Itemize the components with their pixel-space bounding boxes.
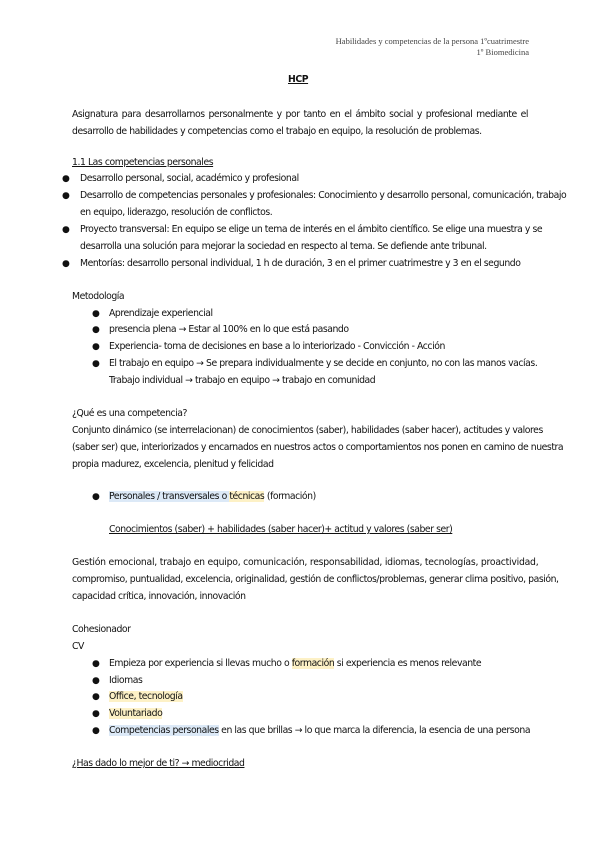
header-line-2: 1º Biomedicina: [476, 47, 529, 57]
bullet-icon: ●: [92, 492, 100, 502]
list-item-text: en las que brillas → lo que marca la diferencia, la esencia de una persona: [218, 725, 531, 736]
list-item-continuation: desarrolla una solución para mejorar la sociedad en respecto al tema. Se defiende ante tribunal.: [80, 241, 487, 252]
section-heading-competencia: ¿Qué es una competencia?: [72, 408, 188, 419]
bullet-icon: ●: [62, 191, 70, 201]
intro-paragraph: Asignatura para desarrollarnos personalmente y por tanto en el ámbito social y profesional mediante el desarrollo de habilidades y competencias como el trabajo en equipo, la resolución de problemas.: [72, 109, 528, 137]
section-heading-metodologia: Metodología: [72, 291, 125, 302]
list-item: Desarrollo de competencias personales y profesionales: Conocimiento y desarrollo personal, comunicación, trabajo: [80, 190, 567, 201]
bullet-icon: ●: [62, 259, 70, 269]
page-header: [336, 36, 529, 58]
section-heading-cohesionador: Cohesionador: [72, 624, 131, 635]
bullet-icon: ●: [92, 342, 100, 352]
bullet-icon: ●: [92, 709, 100, 719]
list-item: [109, 689, 183, 705]
highlighted-text: formación: [291, 658, 335, 669]
list-item: El trabajo en equipo → Se prepara individualmente y se decide en conjunto, no con las manos vacías.: [109, 358, 538, 369]
list-item-text: Empieza por experiencia si llevas mucho o: [109, 658, 292, 669]
list-item-personales: [109, 489, 316, 505]
highlighted-text: Personales / transversales o: [109, 491, 230, 502]
paragraph-line: compromiso, puntualidad, excelencia, originalidad, gestión de conflictos/problemas, generar clima positivo, pasión,: [72, 574, 559, 585]
list-item: Proyecto transversal: En equipo se elige un tema de interés en el ámbito científico. Se elige una muestra y se: [80, 224, 543, 235]
list-item-text: si experiencia es menos relevante: [334, 658, 482, 669]
header-line-1: Habilidades y competencias de la persona 1ºcuatrimestre: [335, 36, 529, 46]
bullet-icon: ●: [92, 692, 100, 702]
highlighted-text: técnicas: [229, 491, 265, 502]
section-heading-competencias: 1.1 Las competencias personales: [72, 157, 214, 168]
list-item-text: (formación): [264, 491, 316, 502]
paragraph-line: Conjunto dinámico (se interrelacionan) de conocimientos (saber), habilidades (saber hacer), actitudes y valores: [72, 425, 543, 436]
highlighted-text: Voluntariado: [109, 708, 163, 719]
list-item: Mentorías: desarrollo personal individual, 1 h de duración, 3 en el primer cuatrimestre y 3 en el segundo: [80, 258, 521, 269]
bullet-icon: ●: [92, 726, 100, 736]
list-item: Idiomas: [109, 675, 143, 686]
bullet-icon: ●: [92, 676, 100, 686]
bullet-icon: ●: [92, 359, 100, 369]
highlighted-text: Office, tecnología: [109, 691, 183, 702]
bullet-icon: ●: [62, 174, 70, 184]
list-item: [109, 706, 162, 722]
list-item: Experiencia- toma de decisiones en base a lo interiorizado - Convicción - Acción: [109, 341, 445, 352]
bullet-icon: ●: [92, 309, 100, 319]
highlighted-text: Competencias personales: [109, 725, 219, 736]
bullet-icon: ●: [92, 325, 100, 335]
list-item: [109, 723, 530, 739]
competencia-formula: Conocimientos (saber) + habilidades (saber hacer)+ actitud y valores (saber ser): [109, 524, 453, 535]
document-title: HCP: [288, 74, 309, 85]
bullet-icon: ●: [62, 225, 70, 235]
paragraph-line: Gestión emocional, trabajo en equipo, comunicación, responsabilidad, idiomas, tecnologías, proactividad,: [72, 557, 539, 568]
list-item-continuation: Trabajo individual → trabajo en equipo → trabajo en comunidad: [109, 375, 376, 386]
paragraph-line: (saber ser) que, interiorizados y encarnados en nuestros actos o comportamientos nos ponen en camino de nuestra: [72, 442, 564, 453]
list-item: Desarrollo personal, social, académico y profesional: [80, 173, 299, 184]
bullet-icon: ●: [92, 659, 100, 669]
section-subheading-cv: CV: [72, 641, 84, 652]
list-item: Aprendizaje experiencial: [109, 308, 213, 319]
paragraph-line: capacidad crítica, innovación, innovación: [72, 591, 246, 602]
paragraph-line: propia madurez, excelencia, plenitud y felicidad: [72, 459, 274, 470]
closing-question: ¿Has dado lo mejor de ti? → mediocridad: [72, 758, 245, 769]
list-item: presencia plena → Estar al 100% en lo que está pasando: [109, 324, 349, 335]
list-item-continuation: en equipo, liderazgo, resolución de conflictos.: [80, 207, 273, 218]
list-item: [109, 656, 481, 672]
